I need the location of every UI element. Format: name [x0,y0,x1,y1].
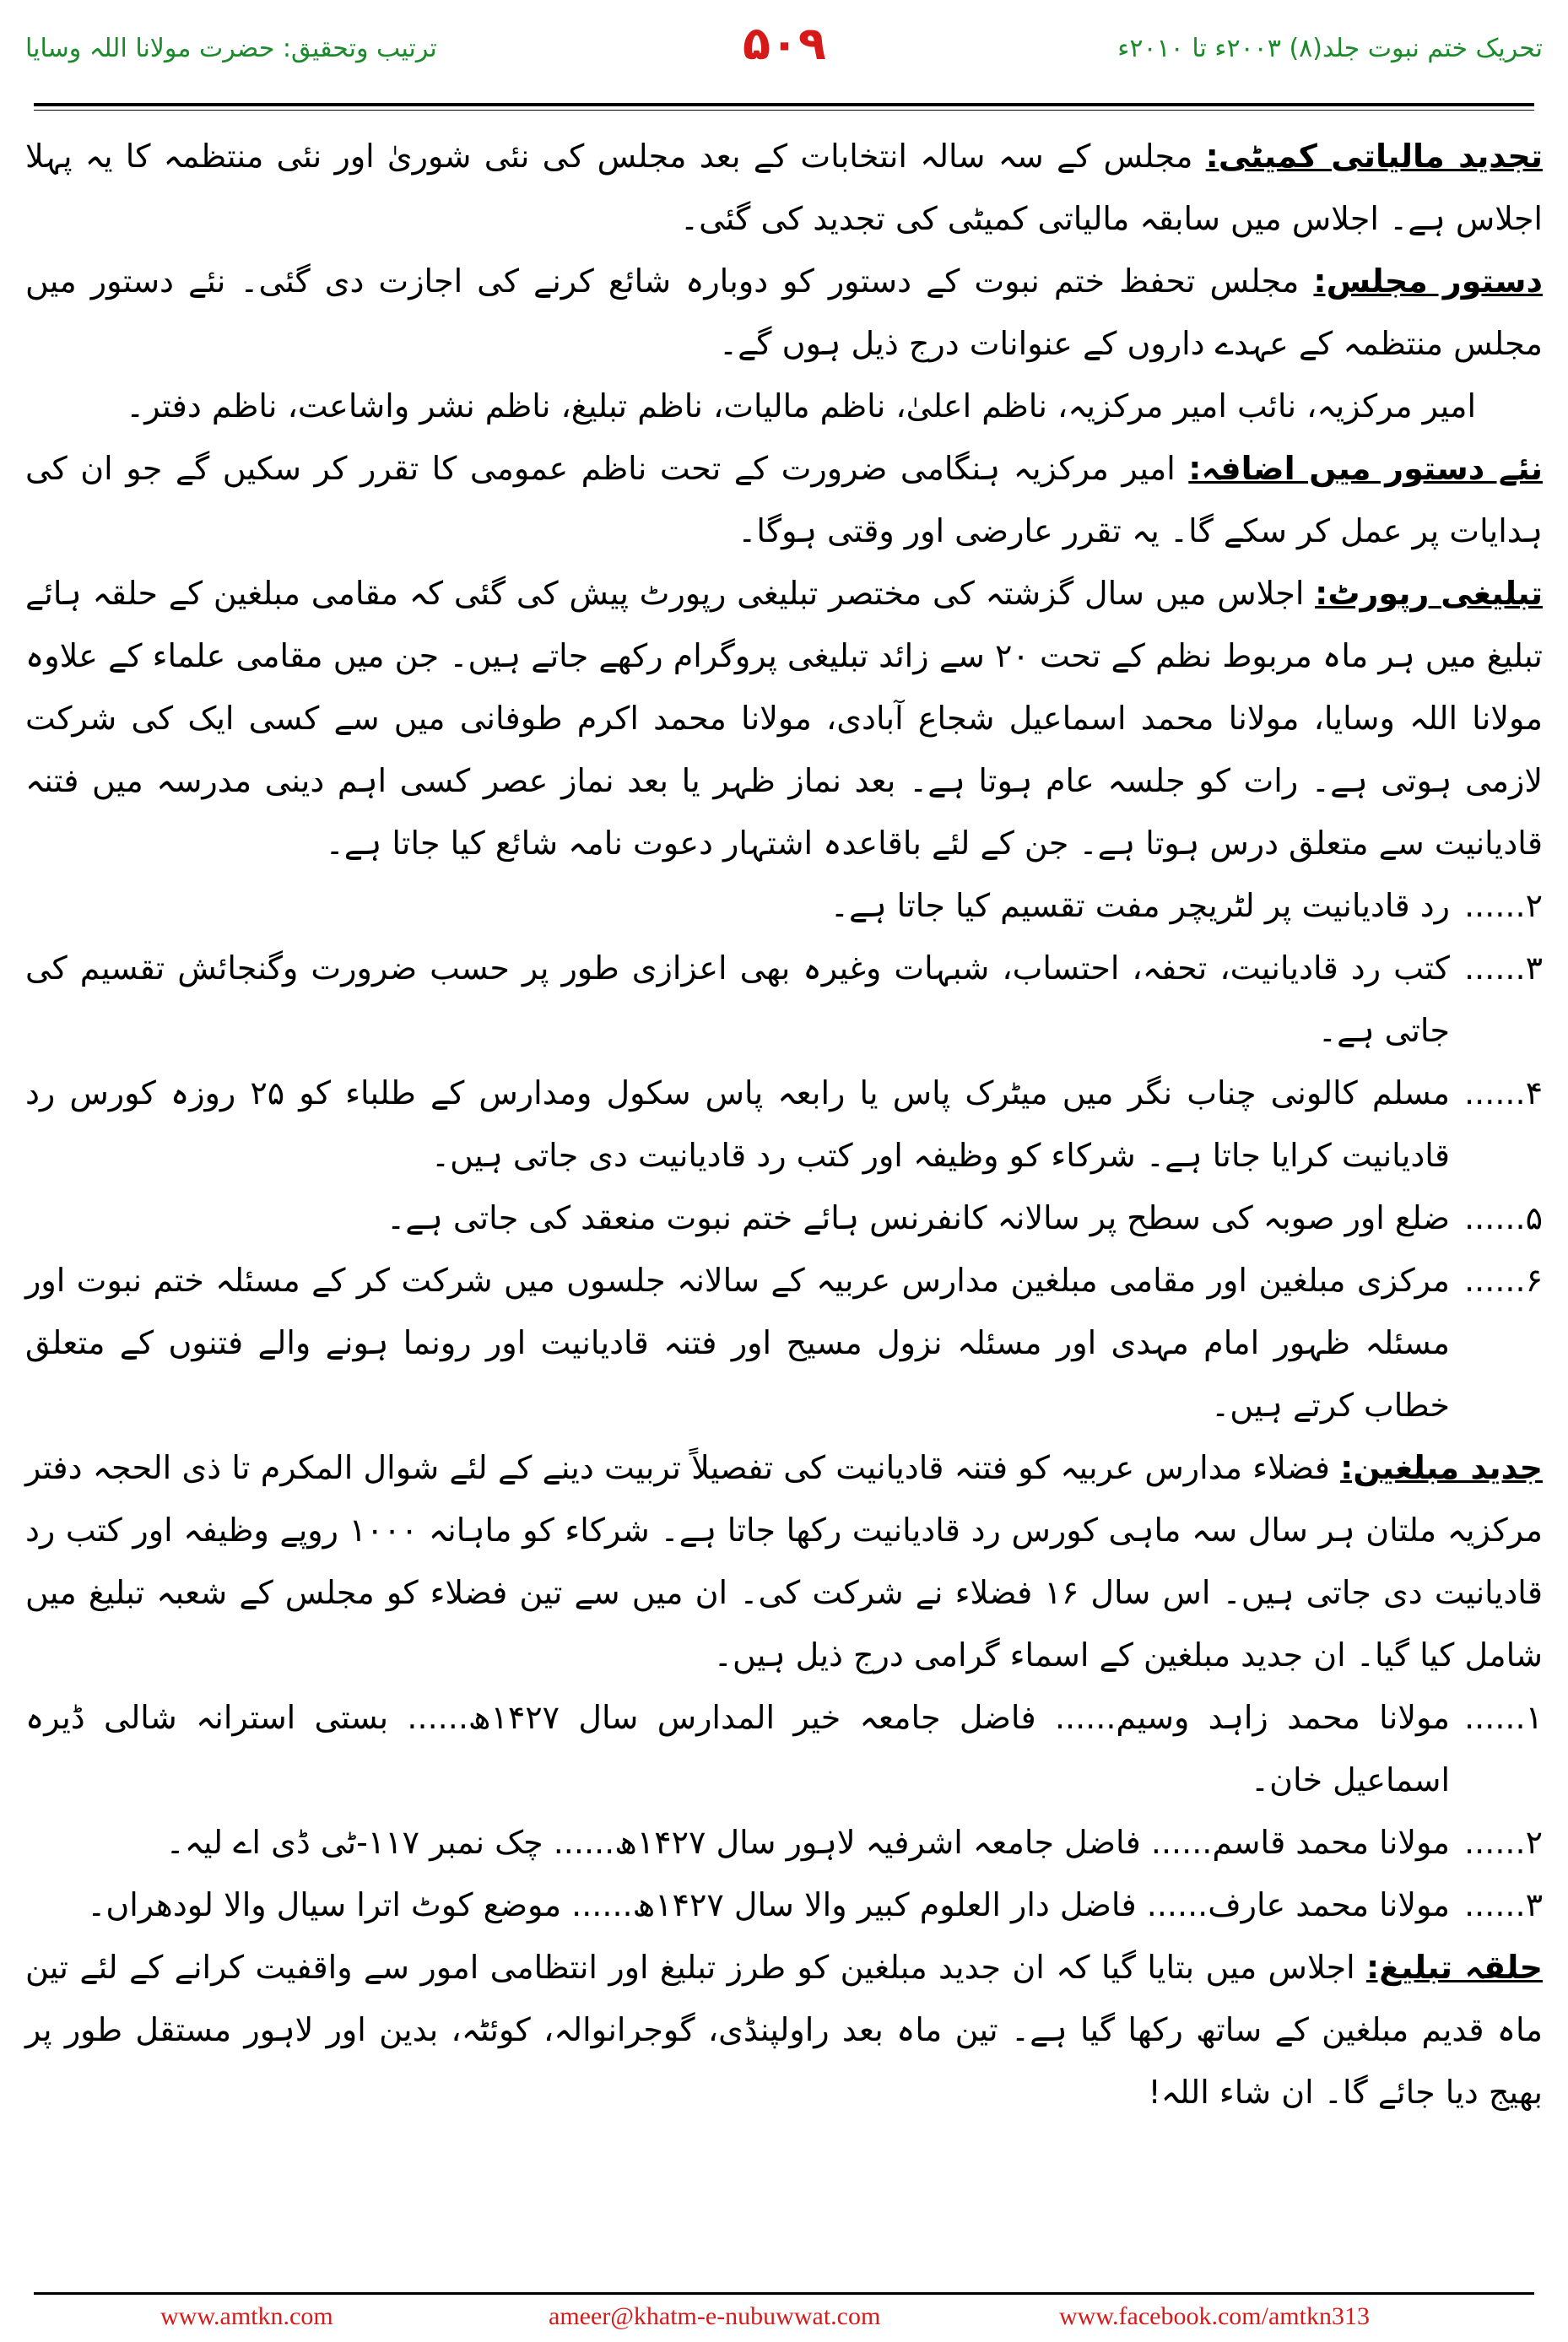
list-item [25,1062,1543,1187]
page-header [0,0,1568,100]
list-item [25,1187,1543,1249]
list-item [25,1874,1543,1936]
section-text: اجلاس میں سال گزشتہ کی مختصر تبلیغی رپورٹ پیش کی گئی کہ مقامی مبلغین کے حلقہ ہائے تبلیغ میں ہر ماہ مربوط نظم کے تحت ۲۰ سے زائد تبلیغی پروگرام رکھے جاتے ہیں۔ جن میں مقامی علماء کے علاوہ مولانا اللہ وسایا، مولانا محمد اسماعیل شجاع آبادی، مولانا محمد اکرم طوفانی میں سے کسی ایک کی شرکت لازمی ہوتی ہے۔ رات کو جلسہ عام ہوتا ہے۔ بعد نماز ظہر یا بعد نماز عصر کسی اہم دینی مدرسہ میں فتنہ قادیانیت سے متعلق درس ہوتا ہے۔ جن کے لئے باقاعدہ اشتہار دعوت نامہ شائع کیا جاتا ہے۔ [25,575,1543,862]
item-text: کتب رد قادیانیت، تحفہ، احتساب، شبہات وغیرہ بھی اعزازی طور پر حسب ضرورت وگنجائش تقسیم کی جاتی ہے۔ [25,949,1450,1049]
section-text: اجلاس میں بتایا گیا کہ ان جدید مبلغین کو طرز تبلیغ اور انتظامی امور سے واقفیت کرانے کے لئے تین ماہ قدیم مبلغین کے ساتھ رکھا گیا ہے۔ تین ماہ بعد راولپنڈی، گوجرانوالہ، کوئٹہ، بدین اور لاہور مستقل طور پر بھیج دیا جائے گا۔ ان شاء اللہ! [25,1949,1543,2111]
section-title: حلقہ تبلیغ: [1366,1949,1544,1986]
footer-email-link[interactable]: ameer@khatm-e-nubuwwat.com [549,2302,881,2330]
office-bearers-list: امیر مرکزیہ، نائب امیر مرکزیہ، ناظم اعلیٰ، ناظم مالیات، ناظم تبلیغ، ناظم نشر واشاعت، ناظم دفتر۔ [125,387,1477,425]
section-new-preachers [25,1436,1543,1686]
item-text: ضلع اور صوبہ کی سطح پر سالانہ کانفرنس ہائے ختم نبوت منعقد کی جاتی ہے۔ [387,1199,1450,1236]
footer-rule [34,2292,1534,2295]
item-number: ۶...... [1464,1262,1543,1299]
section-title: نئے دستور میں اضافہ: [1188,450,1543,487]
item-number: ۳...... [1464,949,1543,987]
list-item [25,874,1543,937]
item-number: ۲...... [1464,887,1543,924]
item-text: مولانا محمد زاہد وسیم...... فاضل جامعہ خیر المدارس سال ۱۴۲۷ھ...... بستی استرانہ شالی ڈیرہ اسماعیل خان۔ [25,1699,1450,1798]
item-text: مسلم کالونی چناب نگر میں میٹرک پاس یا رابعہ پاس سکول ومدارس کے طلباء کو ۲۵ روزہ کورس رد قادیانیت کرایا جاتا ہے۔ شرکاء کو وظیفہ اور کتب رد قادیانیت دی جاتی ہیں۔ [25,1074,1450,1174]
section-constitution-addition [25,437,1543,562]
section-title: دستور مجلس: [1313,262,1543,300]
item-text: مرکزی مبلغین اور مقامی مبلغین مدارس عربیہ کے سالانہ جلسوں میں شرکت کر کے مسئلہ ختم نبوت اور مسئلہ ظہور امام مہدی اور مسئلہ نزول مسیح اور فتنہ قادیانیت اور رونما ہونے والے فتنوں کے متعلق خطاب کرتے ہیں۔ [25,1262,1450,1424]
header-book-title: تحریک ختم نبوت جلد(۸) ۲۰۰۳ء تا ۲۰۱۰ء [1117,34,1543,63]
section-text: مجلس کے سہ سالہ انتخابات کے بعد مجلس کی نئی شوریٰ اور نئی منتظمہ کا یہ پہلا اجلاس ہے۔ اجلاس میں سابقہ مالیاتی کمیٹی کی تجدید کی گئی۔ [25,138,1543,237]
page-footer [0,2302,1568,2336]
page-body [25,125,1543,2285]
item-text: رد قادیانیت پر لٹریچر مفت تقسیم کیا جاتا ہے۔ [830,887,1450,924]
list-item [25,937,1543,1062]
item-number: ۴...... [1464,1074,1543,1112]
item-number: ۵...... [1464,1199,1543,1236]
section-title: جدید مبلغین: [1340,1449,1543,1486]
section-text: فضلاء مدارس عربیہ کو فتنہ قادیانیت کی تفصیلاً تربیت دینے کے لئے شوال المکرم تا ذی الحجہ دفتر مرکزیہ ملتان ہر سال سہ ماہی کورس رد قادیانیت رکھا جاتا ہے۔ شرکاء کو ماہانہ ۱۰۰۰ روپے وظیفہ اور کتب رد قادیانیت دی جاتی ہیں۔ اس سال ۱۶ فضلاء نے شرکت کی۔ ان میں سے تین فضلاء کو مجلس کے شعبہ تبلیغ میں شامل کیا گیا۔ ان جدید مبلغین کے اسماء گرامی درج ذیل ہیں۔ [25,1449,1543,1674]
section-text: مجلس تحفظ ختم نبوت کے دستور کو دوبارہ شائع کرنے کی اجازت دی گئی۔ نئے دستور میں مجلس منتظمہ کے عہدے داروں کے عنوانات درج ذیل ہوں گے۔ [25,262,1543,362]
header-compiler: ترتیب وتحقیق: حضرت مولانا اللہ وسایا [25,34,437,63]
list-item [25,1686,1543,1811]
page-number: ۵۰۹ [743,17,826,70]
item-text: مولانا محمد عارف...... فاضل دار العلوم کبیر والا سال ۱۴۲۷ھ...... موضع کوٹ اترا سیال والا لودھراں۔ [87,1886,1450,1923]
list-item [25,1249,1543,1436]
list-item [25,1811,1543,1874]
header-rule-thin [34,110,1534,111]
section-finance-committee [25,125,1543,250]
section-tableeghi-report [25,562,1543,874]
section-tableegh-circle [25,1936,1543,2123]
section-title: تبلیغی رپورٹ: [1315,575,1544,612]
footer-facebook-link[interactable]: www.facebook.com/amtkn313 [1059,2302,1370,2330]
header-rule [34,103,1534,106]
section-constitution [25,250,1543,375]
item-text: مولانا محمد قاسم...... فاضل جامعہ اشرفیہ لاہور سال ۱۴۲۷ھ...... چک نمبر ۱۱۷-ٹی ڈی اے لیہ۔ [165,1824,1450,1861]
item-number: ۱...... [1464,1699,1543,1736]
item-number: ۲...... [1464,1824,1543,1861]
section-title: تجدید مالیاتی کمیٹی: [1205,138,1543,175]
section-text: امیر مرکزیہ ہنگامی ضرورت کے تحت ناظم عمومی کا تقرر کر سکیں گے جو ان کی ہدایات پر عمل کر سکے گا۔ یہ تقرر عارضی اور وقتی ہوگا۔ [25,450,1543,549]
item-number: ۳...... [1464,1886,1543,1923]
footer-website-link[interactable]: www.amtkn.com [160,2302,333,2330]
